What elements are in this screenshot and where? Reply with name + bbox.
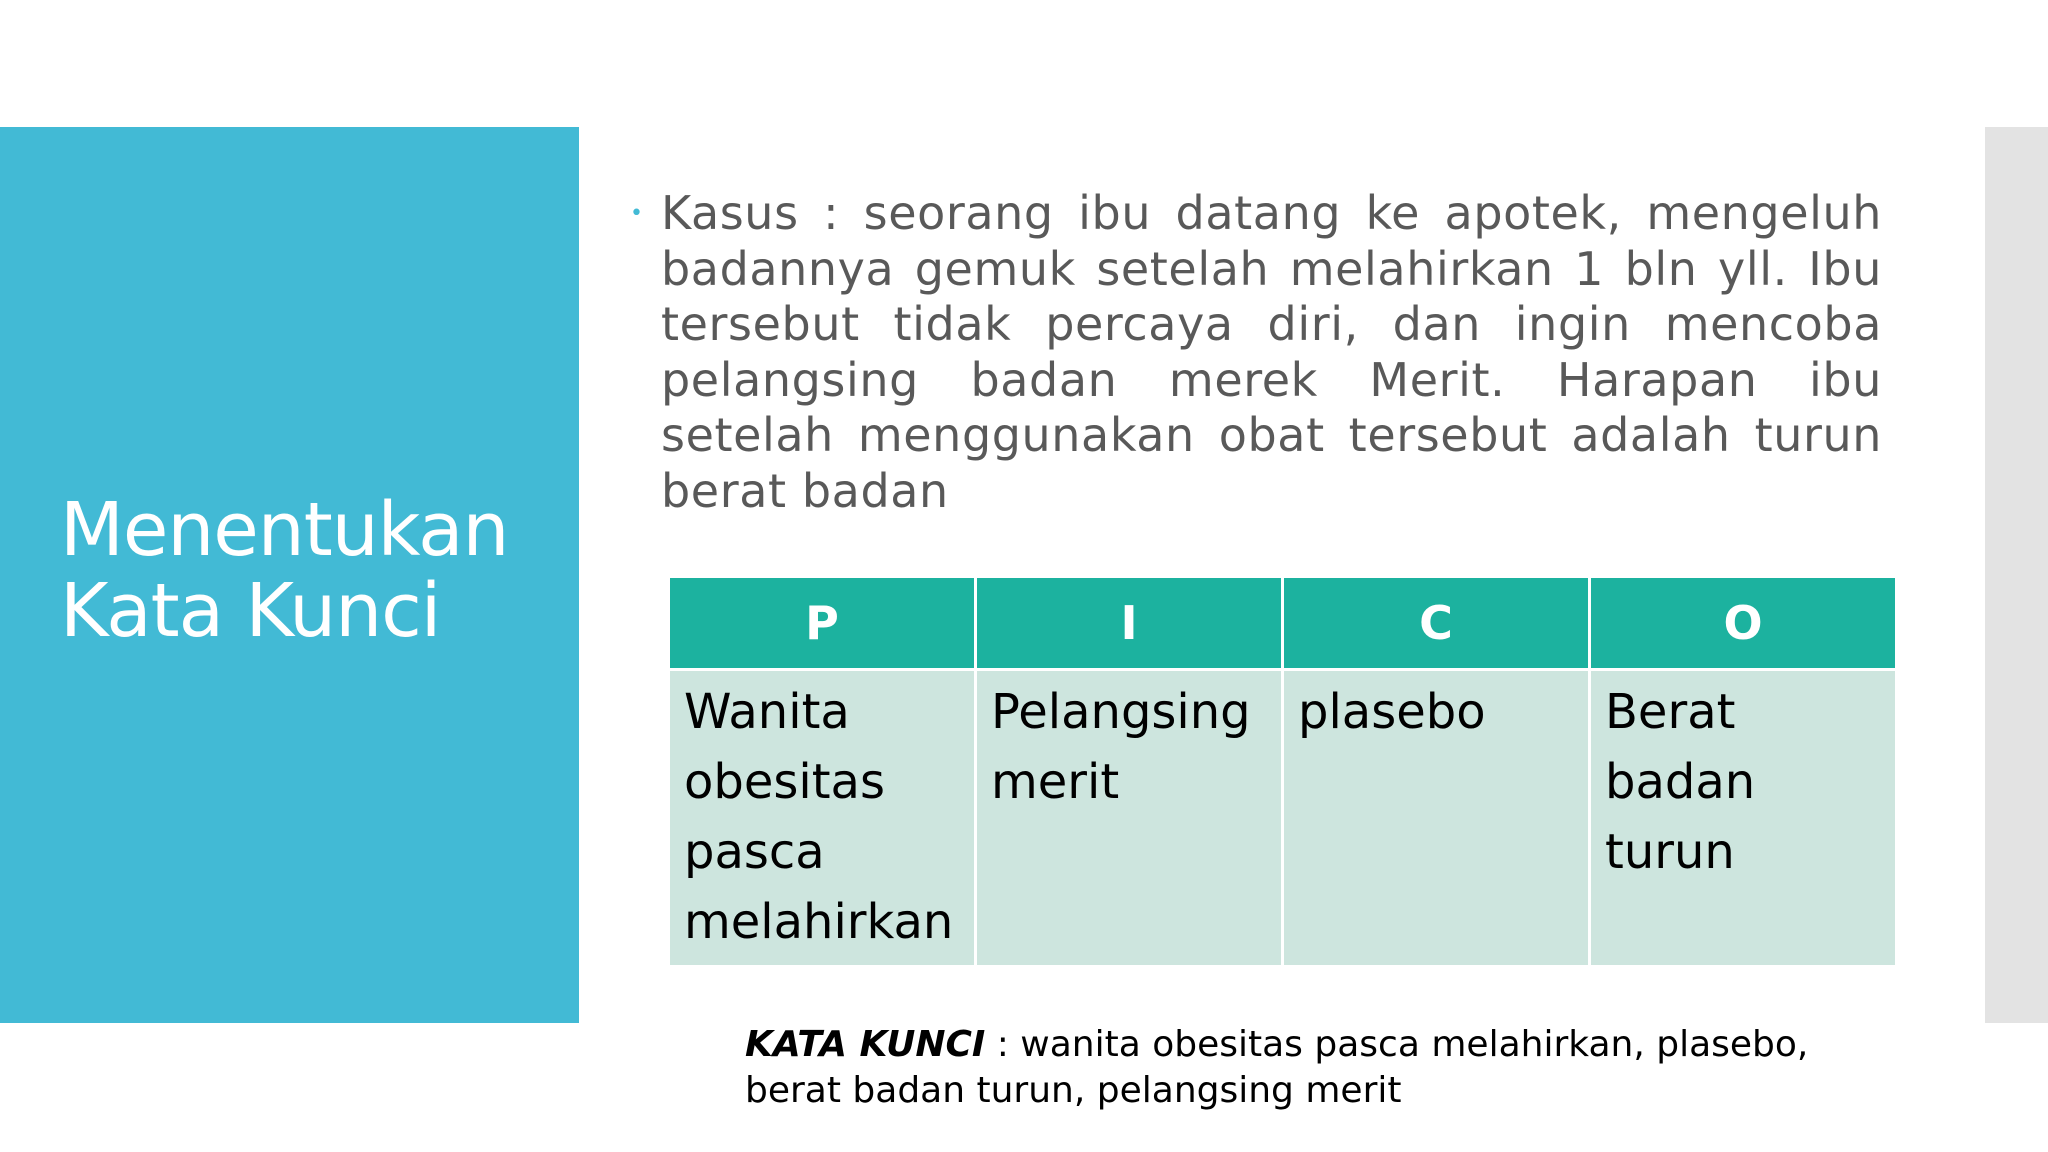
pico-table bbox=[667, 575, 1898, 968]
slide-title: Menentukan Kata Kunci bbox=[60, 487, 509, 654]
pico-cell-c: plasebo bbox=[1283, 670, 1590, 967]
pico-header-o: O bbox=[1590, 577, 1897, 670]
keywords-text: wanita obesitas pasca melahirkan, plasebo, berat badan turun, pelangsing merit bbox=[745, 1024, 1809, 1111]
right-side-bar bbox=[1985, 127, 2048, 1023]
pico-cell-i: Pelangsing merit bbox=[976, 670, 1283, 967]
keywords-line bbox=[745, 1022, 1905, 1114]
pico-header-c: C bbox=[1283, 577, 1590, 670]
keywords-label: KATA KUNCI bbox=[745, 1024, 986, 1065]
pico-cell-o: Berat badan turun bbox=[1590, 670, 1897, 967]
pico-cell-p: Wanita obesitas pasca melahirkan bbox=[669, 670, 976, 967]
pico-header-row bbox=[669, 577, 1897, 670]
pico-header-i: I bbox=[976, 577, 1283, 670]
case-bullet bbox=[630, 186, 1882, 519]
keywords-separator: : bbox=[985, 1024, 1021, 1065]
pico-header-p: P bbox=[669, 577, 976, 670]
pico-data-row bbox=[669, 670, 1897, 967]
case-text: Kasus : seorang ibu datang ke apotek, mengeluh badannya gemuk setelah melahirkan 1 bln yll. Ibu tersebut tidak percaya diri, dan ingin mencoba pelangsing badan merek Merit. Harapan ibu setelah menggunakan obat tersebut adalah turun berat badan bbox=[661, 186, 1882, 518]
bullet-dot-icon: • bbox=[630, 201, 643, 226]
